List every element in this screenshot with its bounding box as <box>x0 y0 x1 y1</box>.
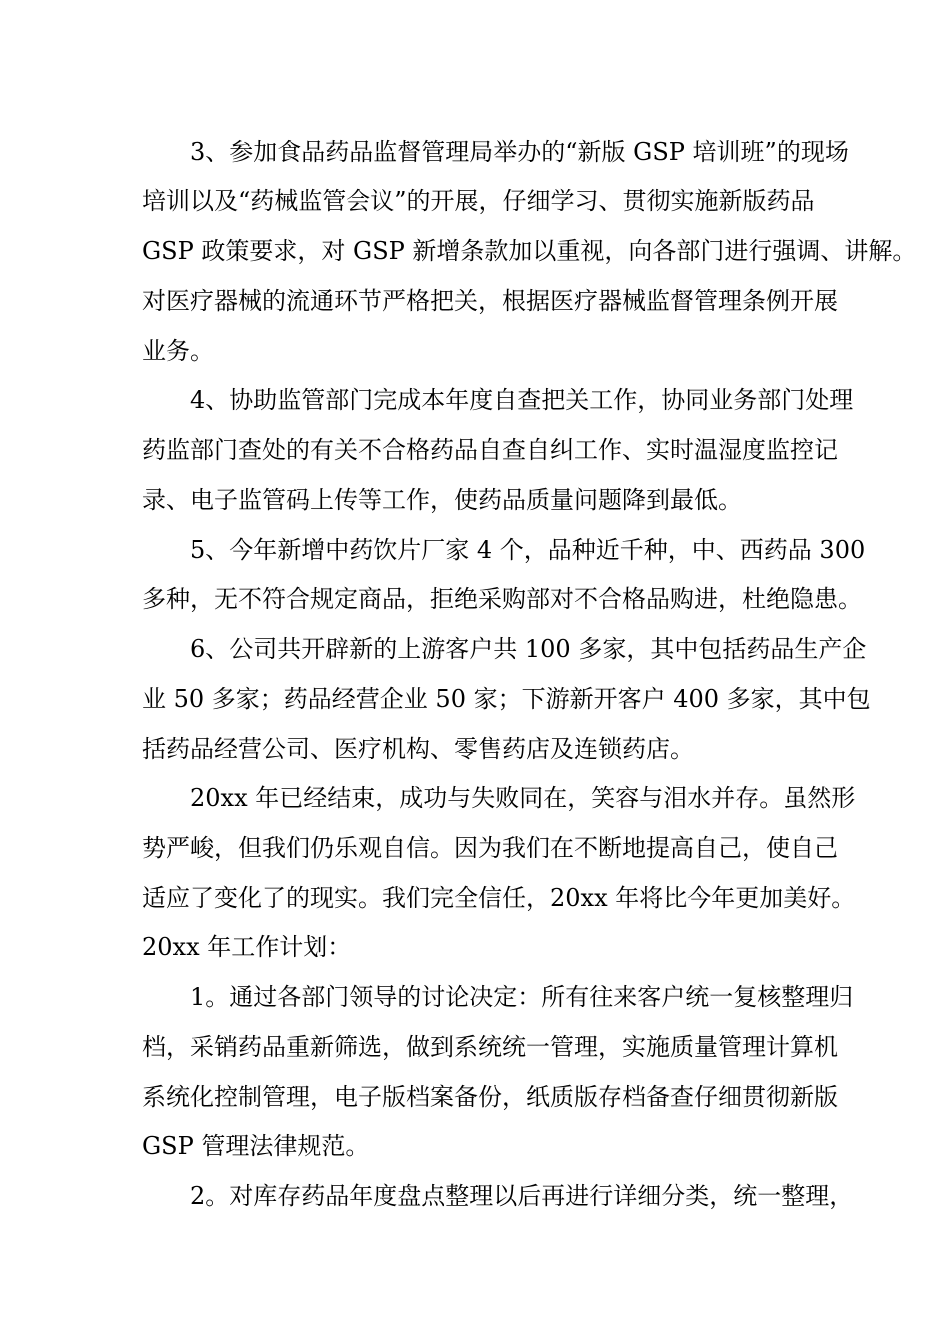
summary-line-2: 势严峻，但我们仍乐观自信。因为我们在不断地提高自己，使自己 <box>142 834 838 862</box>
paragraph-5-line-2: 多种，无不符合规定商品，拒绝采购部对不合格品购进，杜绝隐患。 <box>142 585 862 613</box>
paragraph-4-line-1: 4、协助监管部门完成本年度自查把关工作，协同业务部门处理 <box>190 386 854 414</box>
paragraph-3-line-2: 培训以及“药械监管会议”的开展，仔细学习、贯彻实施新版药品 <box>142 187 815 215</box>
paragraph-3-line-5: 业务。 <box>142 337 214 365</box>
plan-1-line-3: 系统化控制管理，电子版档案备份，纸质版存档备查仔细贯彻新版 <box>142 1083 838 1111</box>
paragraph-6-line-2: 业 50 多家；药品经营企业 50 家；下游新开客户 400 多家，其中包 <box>142 685 871 713</box>
paragraph-3-line-1: 3、参加食品药品监督管理局举办的“新版 GSP 培训班”的现场 <box>190 138 849 166</box>
plan-1-line-2: 档，采销药品重新筛选，做到系统统一管理，实施质量管理计算机 <box>142 1033 838 1061</box>
plan-heading: 20xx 年工作计划： <box>142 933 352 961</box>
plan-2-line-1: 2。对库存药品年度盘点整理以后再进行详细分类，统一整理， <box>190 1182 854 1210</box>
paragraph-6-line-3: 括药品经营公司、医疗机构、零售药店及连锁药店。 <box>142 735 694 763</box>
plan-1-line-4: GSP 管理法律规范。 <box>142 1132 370 1160</box>
paragraph-4-line-3: 录、电子监管码上传等工作，使药品质量问题降到最低。 <box>142 486 742 514</box>
paragraph-3-line-4: 对医疗器械的流通环节严格把关，根据医疗器械监督管理条例开展 <box>142 287 838 315</box>
summary-line-1: 20xx 年已经结束，成功与失败同在，笑容与泪水并存。虽然形 <box>190 784 856 812</box>
summary-line-3: 适应了变化了的现实。我们完全信任，20xx 年将比今年更加美好。 <box>142 884 856 912</box>
plan-1-line-1: 1。通过各部门领导的讨论决定：所有往来客户统一复核整理归 <box>190 983 854 1011</box>
paragraph-3-line-3: GSP 政策要求，对 GSP 新增条款加以重视，向各部门进行强调、讲解。 <box>142 237 917 265</box>
paragraph-4-line-2: 药监部门查处的有关不合格药品自查自纠工作、实时温湿度监控记 <box>142 436 838 464</box>
paragraph-5-line-1: 5、今年新增中药饮片厂家 4 个，品种近千种，中、西药品 300 <box>190 536 866 564</box>
paragraph-6-line-1: 6、公司共开辟新的上游客户共 100 多家，其中包括药品生产企 <box>190 635 867 663</box>
